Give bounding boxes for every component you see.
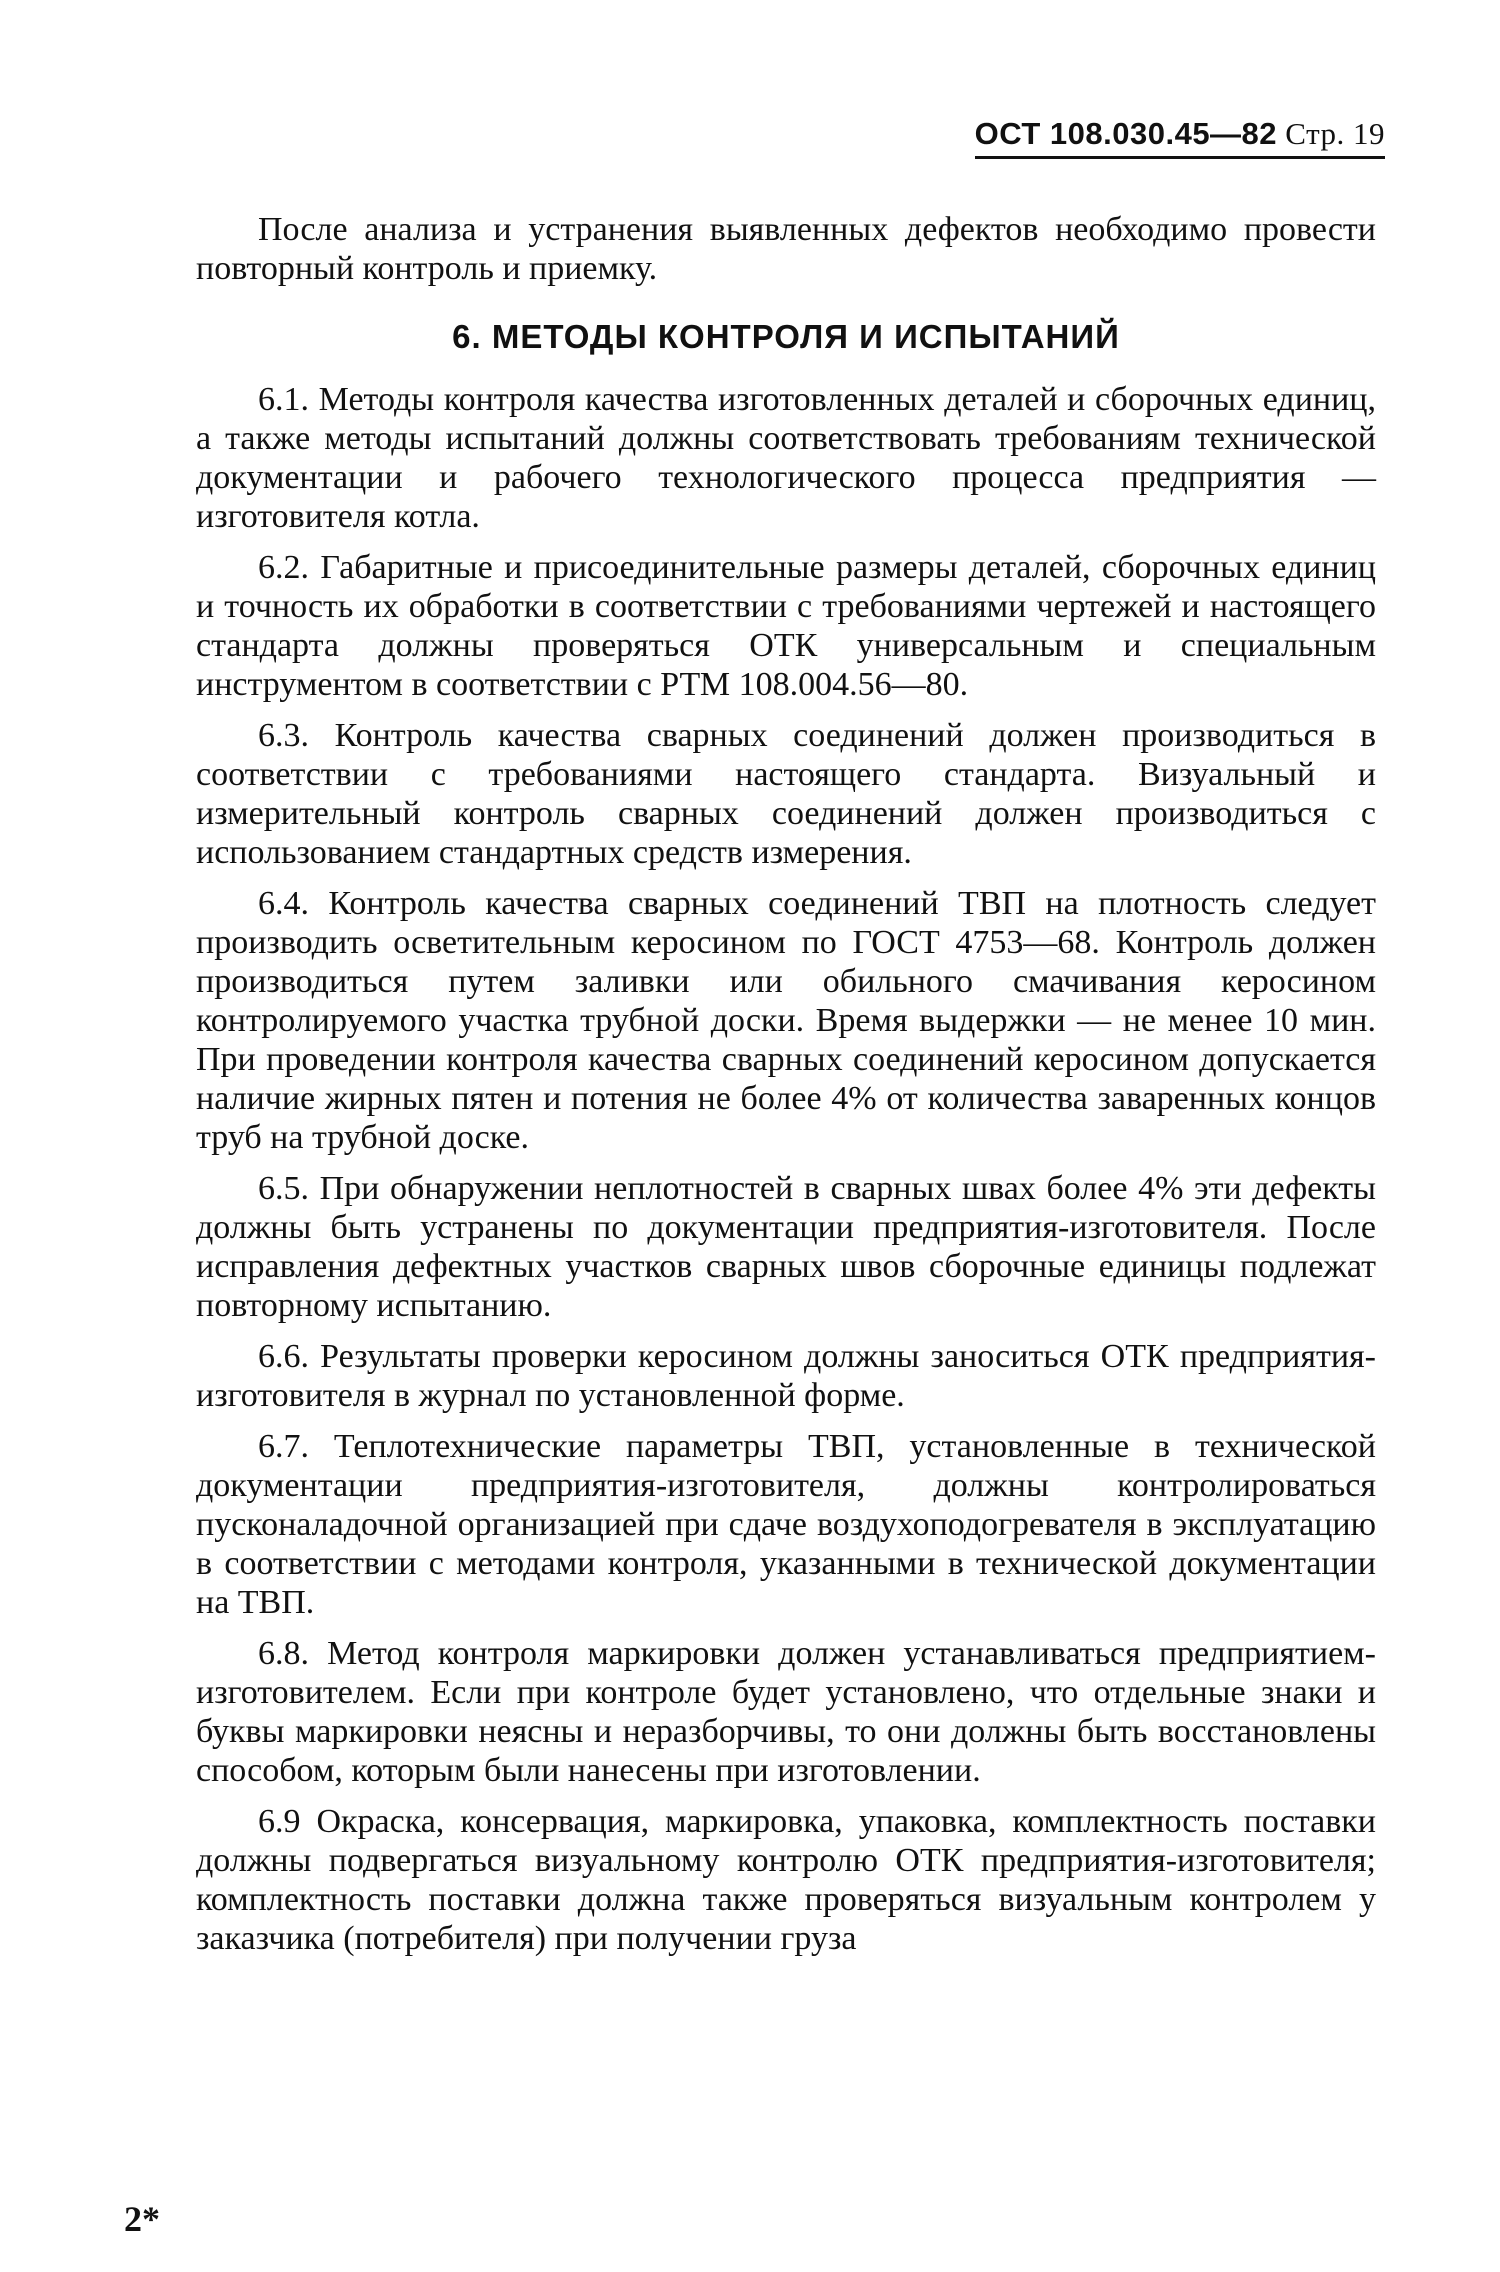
page-number: Стр. 19	[1285, 116, 1385, 151]
paragraph-6-6: 6.6. Результаты проверки керосином должны заноситься ОТК предприятия-изготовителя в журнал по установленной форме.	[196, 1338, 1376, 1414]
paragraph-6-4: 6.4. Контроль качества сварных соединений ТВП на плотность следует производить осветительным керосином по ГОСТ 4753—68. Контроль должен производиться путем заливки или обильного смачивания керосином контролируемого участка трубной доски. Время выдержки — не менее 10 мин. При проведении контроля качества сварных соединений керосином допускается наличие жирных пятен и потения не более 4% от количества заваренных концов труб на трубной доске.	[196, 885, 1376, 1156]
standard-number: ОСТ 108.030.45—82	[974, 116, 1278, 151]
paragraph-6-3: 6.3. Контроль качества сварных соединений должен производиться в соответствии с требованиями настоящего стандарта. Визуальный и измерительный контроль сварных соединений должен производиться с использованием стандартных средств измерения.	[196, 717, 1376, 871]
paragraph-6-7: 6.7. Теплотехнические параметры ТВП, установленные в технической документации предприятия-изготовителя, должны контролироваться пусконаладочной организацией при сдаче воздухоподогревателя в эксплуатацию в соответствии с методами контроля, указанными в технической документации на ТВП.	[196, 1428, 1376, 1621]
page-header	[975, 116, 1385, 159]
section-title: 6. МЕТОДЫ КОНТРОЛЯ И ИСПЫТАНИЙ	[452, 318, 1120, 355]
paragraph-6-9: 6.9 Окраска, консервация, маркировка, упаковка, комплектность поставки должны подвергаться визуальному контролю ОТК предприятия-изготовителя; комплектность поставки должна также проверяться визуальным контролем у заказчика (потребителя) при получении груза	[196, 1803, 1376, 1957]
paragraph-6-2: 6.2. Габаритные и присоединительные размеры деталей, сборочных единиц и точность их обработки в соответствии с требованиями чертежей и настоящего стандарта должны проверяться ОТК универсальным и специальным инструментом в соответствии с РТМ 108.004.56—80.	[196, 549, 1376, 703]
paragraph-6-1: 6.1. Методы контроля качества изготовленных деталей и сборочных единиц, а также методы испытаний должны соответствовать требованиям технической документации и рабочего технологического процесса предприятия — изготовителя котла.	[196, 381, 1376, 535]
intro-paragraph: После анализа и устранения выявленных дефектов необходимо провести повторный контроль и приемку.	[196, 211, 1376, 287]
document-body	[196, 210, 1376, 1970]
signature-mark: 2*	[124, 2199, 160, 2239]
paragraph-6-5: 6.5. При обнаружении неплотностей в сварных швах более 4% эти дефекты должны быть устранены по документации предприятия-изготовителя. После исправления дефектных участков сварных швов сборочные единицы подлежат повторному испытанию.	[196, 1170, 1376, 1324]
paragraph-6-8: 6.8. Метод контроля маркировки должен устанавливаться предприятием-изготовителем. Если при контроле будет установлено, что отдельные знаки и буквы маркировки неясны и неразборчивы, то они должны быть восстановлены способом, которым были нанесены при изготовлении.	[196, 1635, 1376, 1789]
